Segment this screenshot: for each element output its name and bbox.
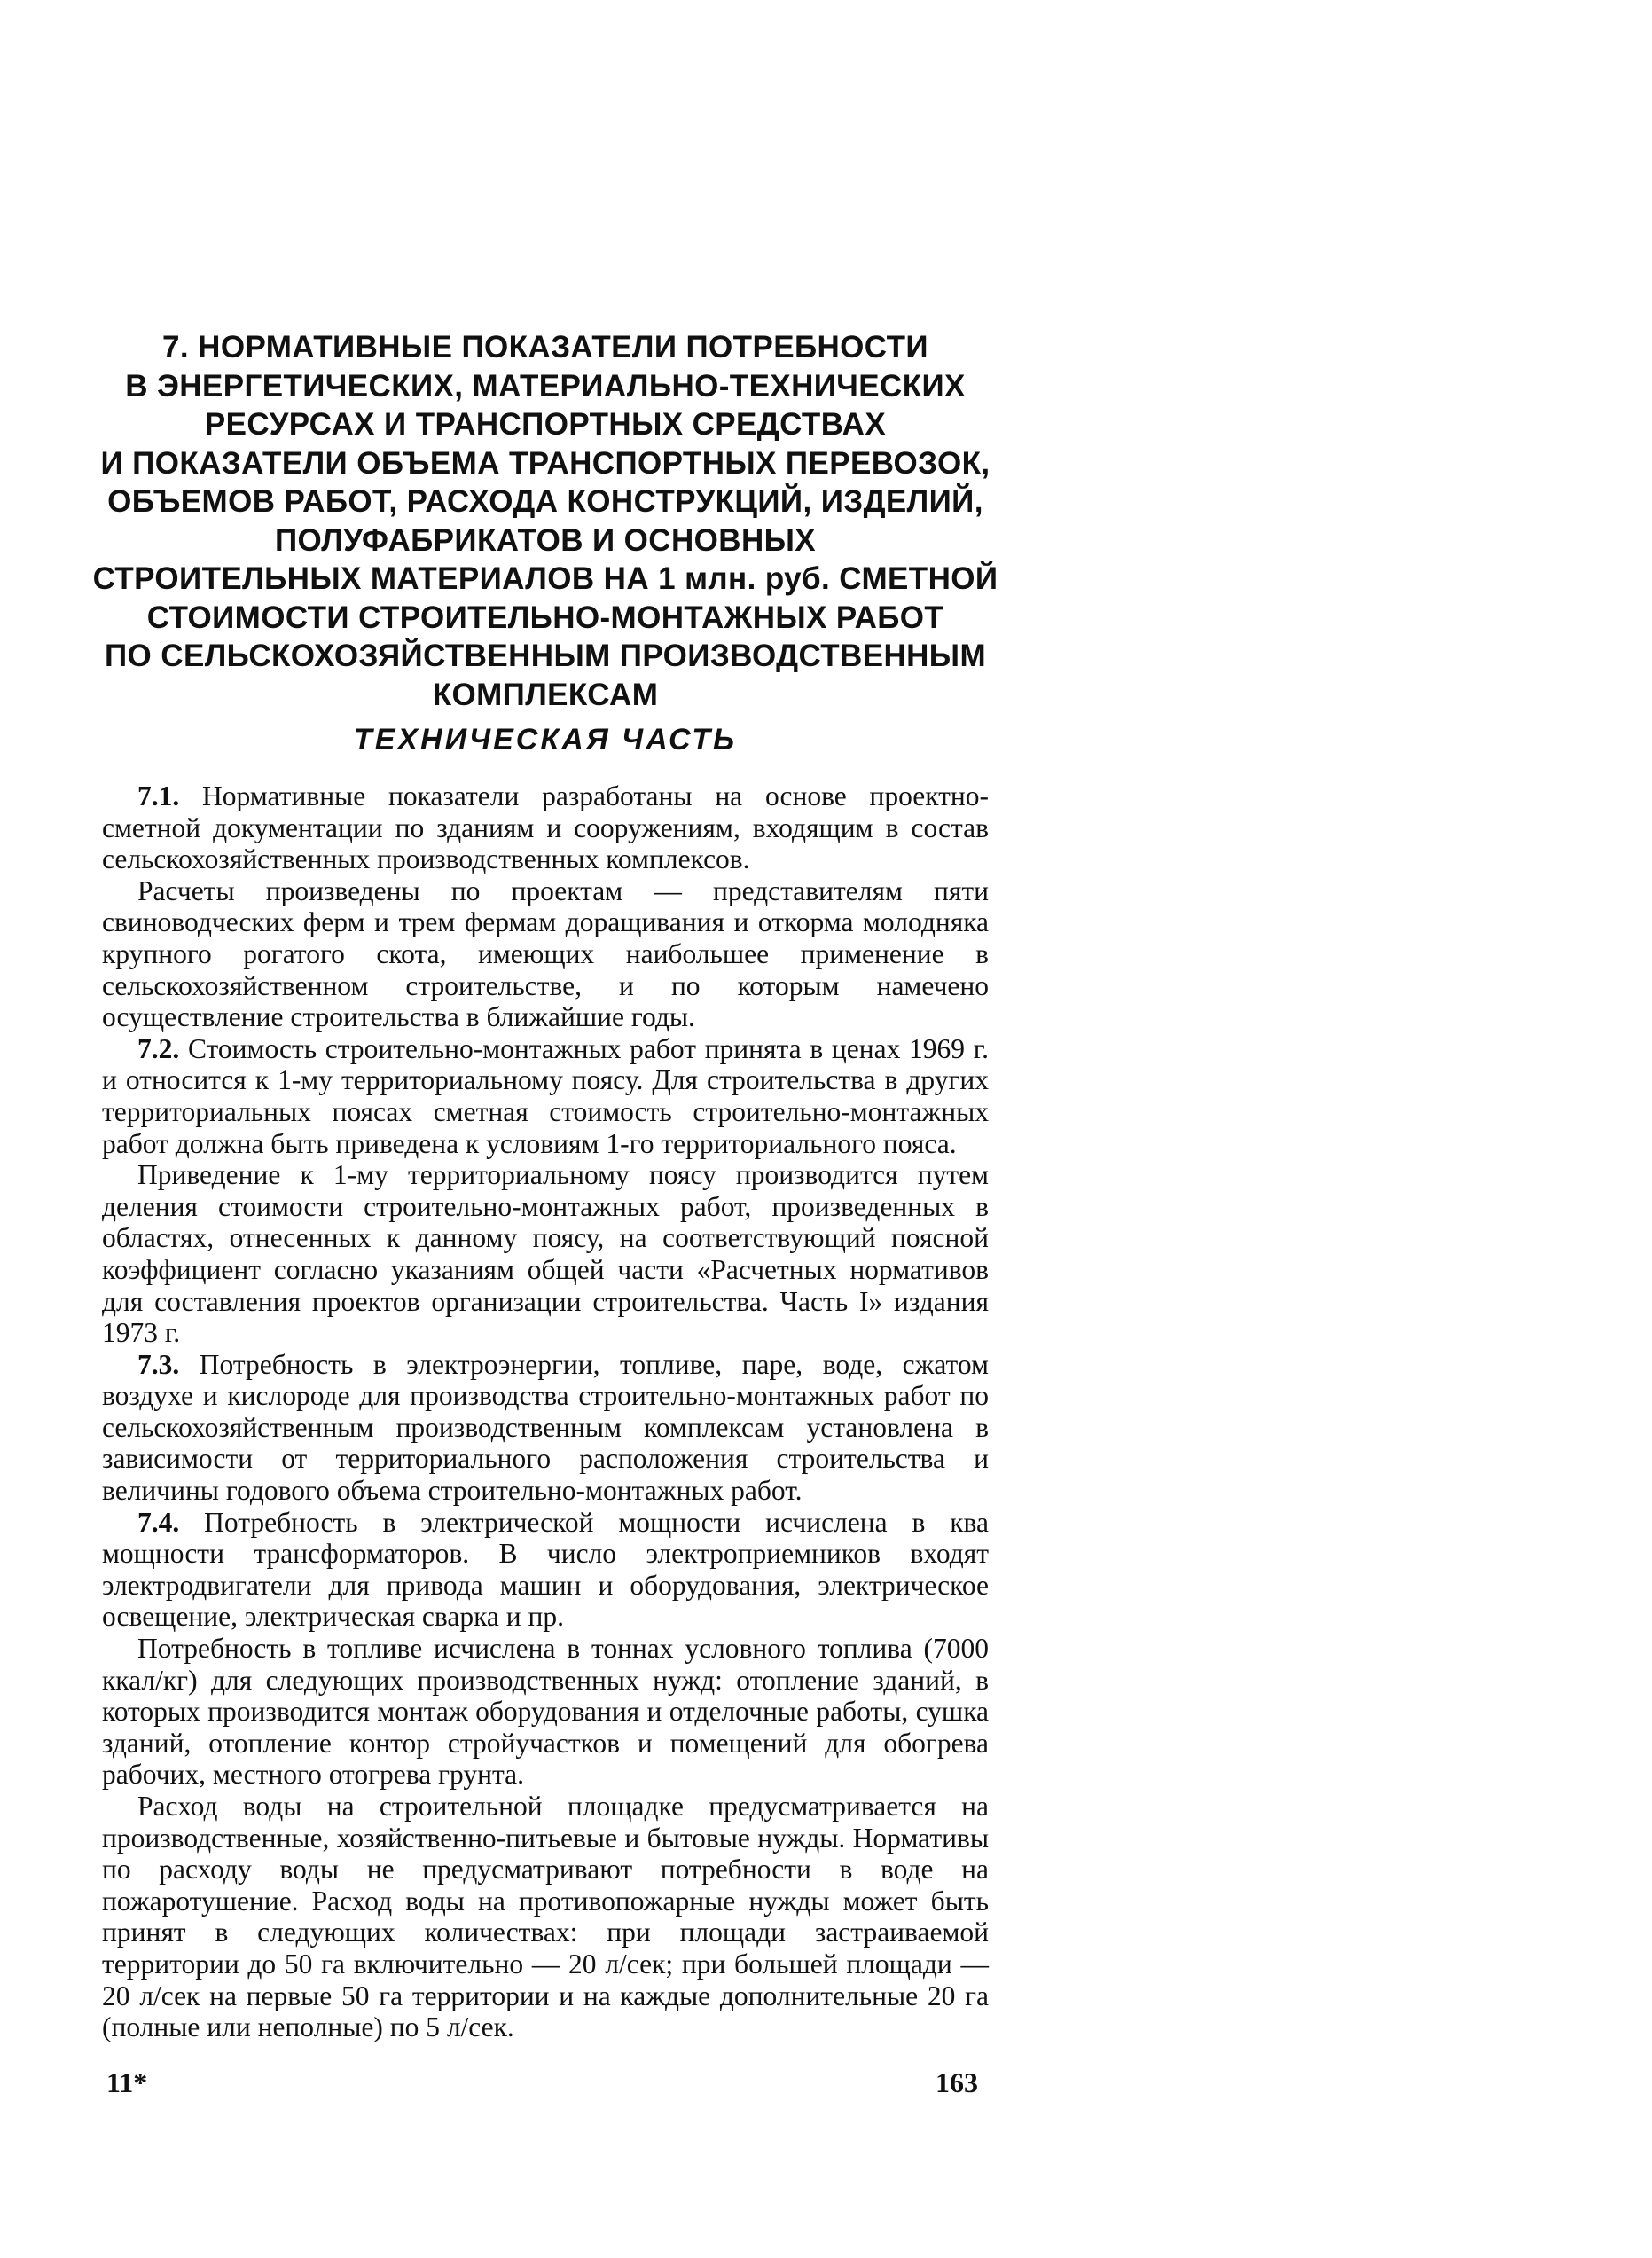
heading-line: В ЭНЕРГЕТИЧЕСКИХ, МАТЕРИАЛЬНО-ТЕХНИЧЕСКИХ: [125, 368, 966, 404]
paragraph-text: Потребность в электрической мощности исчислена в ква мощности трансформаторов. В число электроприемников входят электродвигатели для привода машин и оборудования, электрическое освещение, электрическая сварка и пр.: [102, 1506, 989, 1633]
body-text: [102, 780, 989, 2043]
heading-line: СТРОИТЕЛЬНЫХ МАТЕРИАЛОВ НА 1 млн. руб. СМЕТНОЙ: [92, 561, 998, 596]
heading-line: КОМПЛЕКСАМ: [432, 677, 659, 712]
paragraph-number: 7.3.: [137, 1348, 180, 1380]
paragraph-text: Стоимость строительно-монтажных работ принята в ценах 1969 г. и относится к 1-му территориальному поясу. Для строительства в других территориальных поясах сметная стоимость строительно-монтажных работ должна быть приведена к условиям 1-го территориального пояса.: [102, 1032, 989, 1159]
section-heading: [89, 328, 1002, 714]
paragraph-text: Потребность в топливе исчислена в тоннах условного топлива (7000 ккал/кг) для следующих производственных нужд: отопление зданий, в которых производится монтаж оборудования и отделочные работы, сушка зданий, отопление контор стройучастков и помещений для обогрева рабочих, местного отогрева грунта.: [102, 1633, 989, 1791]
paragraph-7-2: [102, 1033, 989, 1159]
paragraph-text: Приведение к 1-му территориальному поясу производится путем деления стоимости строительно-монтажных работ, произведенных в областях, отнесенных к данному поясу, на соответствующий поясной коэффициент согласно указаниям общей части «Расчетных нормативов для составления проектов организации строительства. Часть I» издания 1973 г.: [102, 1159, 989, 1349]
heading-line: ПОЛУФАБРИКАТОВ И ОСНОВНЫХ: [274, 522, 817, 558]
paragraph-7-4: [102, 1507, 989, 1633]
subsection-title: ТЕХНИЧЕСКАЯ ЧАСТЬ: [353, 723, 738, 757]
signature-mark: 11*: [106, 2066, 148, 2098]
page-number: 163: [936, 2066, 978, 2098]
paragraph-number: 7.1.: [137, 780, 180, 811]
heading-line: ОБЪЕМОВ РАБОТ, РАСХОДА КОНСТРУКЦИЙ, ИЗДЕЛИЙ,: [107, 484, 983, 519]
paragraph-number: 7.4.: [137, 1506, 180, 1538]
paragraph-number: 7.2.: [137, 1032, 180, 1064]
paragraph-7-1: [102, 780, 989, 875]
heading-line: ПО СЕЛЬСКОХОЗЯЙСТВЕННЫМ ПРОИЗВОДСТВЕННЫМ: [104, 639, 987, 673]
paragraph-7-3: [102, 1349, 989, 1507]
heading-line: СТОИМОСТИ СТРОИТЕЛЬНО-МОНТАЖНЫХ РАБОТ: [146, 600, 944, 635]
heading-line: И ПОКАЗАТЕЛИ ОБЪЕМА ТРАНСПОРТНЫХ ПЕРЕВОЗОК,: [100, 445, 990, 481]
heading-line: 7. НОРМАТИВНЫЕ ПОКАЗАТЕЛИ ПОТРЕБНОСТИ: [162, 330, 928, 365]
paragraph: [102, 1159, 989, 1349]
paragraph-text: Расчеты произведены по проектам — представителям пяти свиноводческих ферм и трем фермам доращивания и откорма молодняка крупного рогатого скота, имеющих наибольшее применение в сельскохозяйственном строительстве, и по которым намечено осуществление строительства в ближайшие годы.: [102, 874, 989, 1033]
paragraph: [102, 1633, 989, 1791]
paragraph-text: Нормативные показатели разработаны на основе проектно-сметной документации по зданиям и сооружениям, входящим в состав сельскохозяйственных производственных комплексов.: [102, 780, 989, 875]
paragraph: [102, 1791, 989, 2043]
paragraph: [102, 875, 989, 1033]
heading-line: РЕСУРСАХ И ТРАНСПОРТНЫХ СРЕДСТВАХ: [204, 407, 887, 442]
paragraph-text: Расход воды на строительной площадке предусматривается на производственные, хозяйственно-питьевые и бытовые нужды. Нормативы по расходу воды не предусматривают потребности в воде на пожаротушение. Расход воды на противопожарные нужды может быть принят в следующих количествах: при площади застраиваемой территории до 50 га включительно — 20 л/сек; при большей площади — 20 л/сек на первые 50 га территории и на каждые дополнительные 20 га (полные или неполные) по 5 л/сек.: [102, 1791, 989, 2043]
paragraph-text: Потребность в электроэнергии, топливе, паре, воде, сжатом воздухе и кислороде для производства строительно-монтажных работ по сельскохозяйственным производственным комплексам установлена в зависимости от территориального расположения строительства и величины годового объема строительно-монтажных работ.: [102, 1348, 989, 1507]
